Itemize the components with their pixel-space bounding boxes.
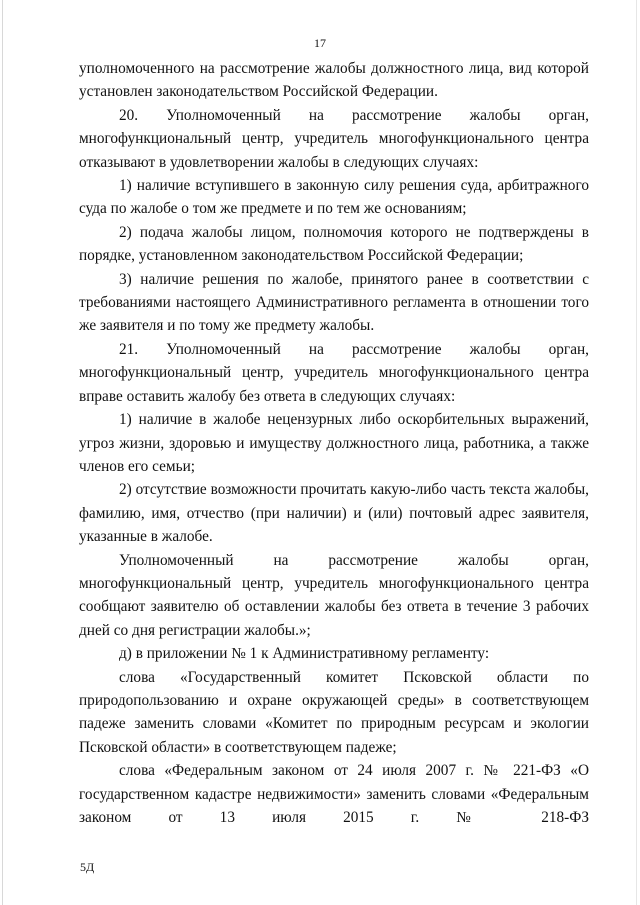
scan-edge-right (636, 0, 637, 905)
paragraph-item-21: 21. Уполномоченный на рассмотрение жалобы орган, многофункциональный центр, учредитель многофункционального центра вправе оставить жалобу без ответа в следующих случаях: (79, 340, 589, 405)
paragraph-21-subitem-1: 1) наличие в жалобе нецензурных либо оскорбительных выражений, угроз жизни, здоровью и имуществу должностного лица, работника, а также членов его семьи; (79, 411, 589, 475)
paragraph-20-subitem-1: 1) наличие вступившего в законную силу решения суда, арбитражного суда по жалобе о том же предмете и по тем же основаниям; (79, 177, 589, 218)
paragraph-replacement-1: слова «Государственный комитет Псковской области по природопользованию и охране окружающей среды» в соответствующем падеже заменить словами «Комитет по природным ресурсам и экологии Псковской области» в соответствующем падеже; (79, 668, 589, 756)
paragraph-20-subitem-3: 3) наличие решения по жалобе, принятого ранее в соответствии с требованиями настоящего Административного регламента в отношении того же заявителя и по тому же предмету жалобы. (79, 270, 589, 335)
page-number: 17 (314, 36, 326, 50)
paragraph-replacement-2: слова «Федеральным законом от 24 июля 2007 г. № 221-ФЗ «О государственном кадастре недвижимости» заменить словами «Федеральным законом от 13 июля 2015 г. № 218-ФЗ (79, 762, 589, 826)
paragraph-20-subitem-2: 2) подача жалобы лицом, полномочия которого не подтверждены в порядке, установленном законодательством Российской Федерации; (79, 223, 589, 265)
body-text (79, 57, 589, 829)
paragraph-continuation: уполномоченного на рассмотрение жалобы должностного лица, вид которой установлен законодательством Российской Федерации. (79, 60, 589, 101)
paragraph-notification: Уполномоченный на рассмотрение жалобы орган, многофункциональный центр, учредитель многофункционального центра сообщают заявителю об оставлении жалобы без ответа в течение 3 рабочих дней со дня регистрации жалобы.»; (79, 551, 589, 639)
paragraph-item-d: д) в приложении № 1 к Административному регламенту: (119, 645, 490, 663)
paragraph-item-20: 20. Уполномоченный на рассмотрение жалобы орган, многофункциональный центр, учредитель многофункционального центра отказывают в удовлетворении жалобы в следующих случаях: (79, 106, 589, 171)
paragraph-21-subitem-2: 2) отсутствие возможности прочитать какую-либо часть текста жалобы, фамилию, имя, отчество (при наличии) и (или) почтовый адрес заявителя, указанные в жалобе. (79, 481, 589, 546)
footer-mark: 5Д (80, 860, 95, 874)
scan-edge-left (2, 0, 3, 905)
